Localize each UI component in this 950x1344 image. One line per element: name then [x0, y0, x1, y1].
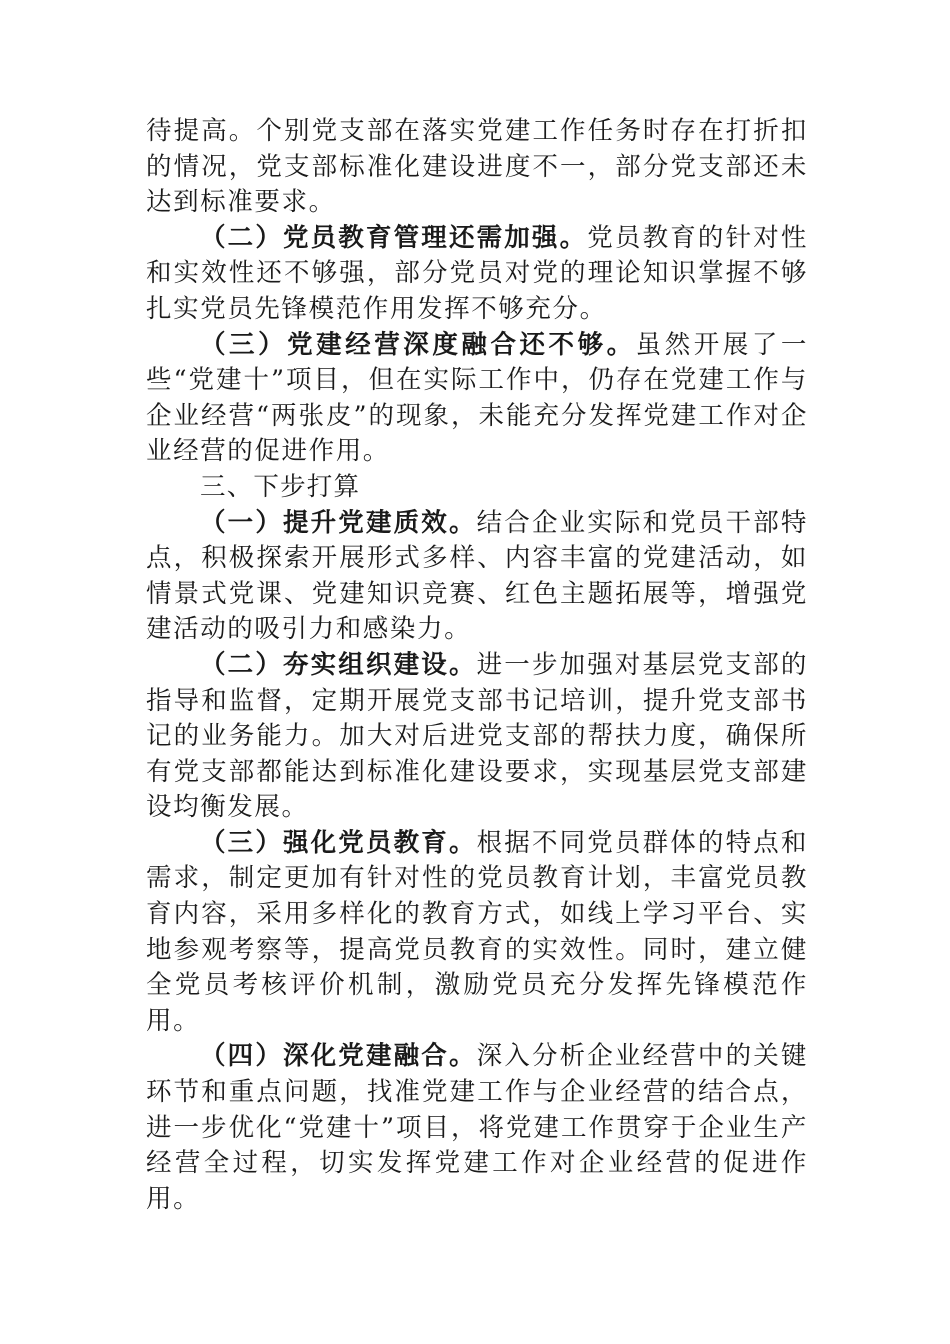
paragraph-plan-1 — [146, 506, 808, 648]
paragraph-lead: （二）夯实组织建设。 — [200, 649, 477, 680]
paragraph-lead: （三）强化党员教育。 — [200, 827, 477, 858]
paragraph-issue-2 — [146, 221, 808, 328]
document-page — [146, 114, 808, 1217]
paragraph-plan-4 — [146, 1039, 808, 1217]
paragraph-lead: （二）党员教育管理还需加强。 — [200, 222, 588, 253]
paragraph-text: 进一步加强对基层党支部的指导和监督，定期开展党支部书记培训，提升党支部书记的业务能力。加大对后进党支部的帮扶力度，确保所有党支部都能达到标准化建设要求，实现基层党支部建设均衡发展。 — [146, 649, 808, 823]
paragraph-lead: （一）提升党建质效。 — [200, 507, 477, 538]
paragraph-lead: （四）深化党建融合。 — [200, 1041, 477, 1072]
paragraph-text: 根据不同党员群体的特点和需求，制定更加有针对性的党员教育计划，丰富党员教育内容，采用多样化的教育方式，如线上学习平台、实地参观考察等，提高党员教育的实效性。同时，建立健全党员考核评价机制，激励党员充分发挥先锋模范作用。 — [146, 827, 808, 1036]
paragraph-text: 虽然开展了一些“党建十”项目，但在实际工作中，仍存在党建工作与企业经营“两张皮”的现象，未能充分发挥党建工作对企业经营的促进作用。 — [146, 329, 808, 467]
paragraph-text: 待提高。个别党支部在落实党建工作任务时存在打折扣的情况，党支部标准化建设进度不一，部分党支部还未达到标准要求。 — [146, 116, 808, 218]
paragraph-text: 党员教育的针对性和实效性还不够强，部分党员对党的理论知识掌握不够扎实党员先锋模范作用发挥不够充分。 — [146, 222, 808, 324]
section-heading: 三、下步打算 — [200, 471, 361, 502]
paragraph-text: 结合企业实际和党员干部特点，积极探索开展形式多样、内容丰富的党建活动，如情景式党课、党建知识竞赛、红色主题拓展等，增强党建活动的吸引力和感染力。 — [146, 507, 808, 645]
paragraph-issue-3 — [146, 328, 808, 470]
paragraph-text: 深入分析企业经营中的关键环节和重点问题，找准党建工作与企业经营的结合点，进一步优化“党建十”项目，将党建工作贯穿于企业生产经营全过程，切实发挥党建工作对企业经营的促进作用。 — [146, 1041, 808, 1214]
paragraph-plan-3 — [146, 826, 808, 1040]
paragraph-lead: （三）党建经营深度融合还不够。 — [200, 329, 636, 360]
paragraph-plan-2 — [146, 648, 808, 826]
paragraph-continuation — [146, 114, 808, 221]
